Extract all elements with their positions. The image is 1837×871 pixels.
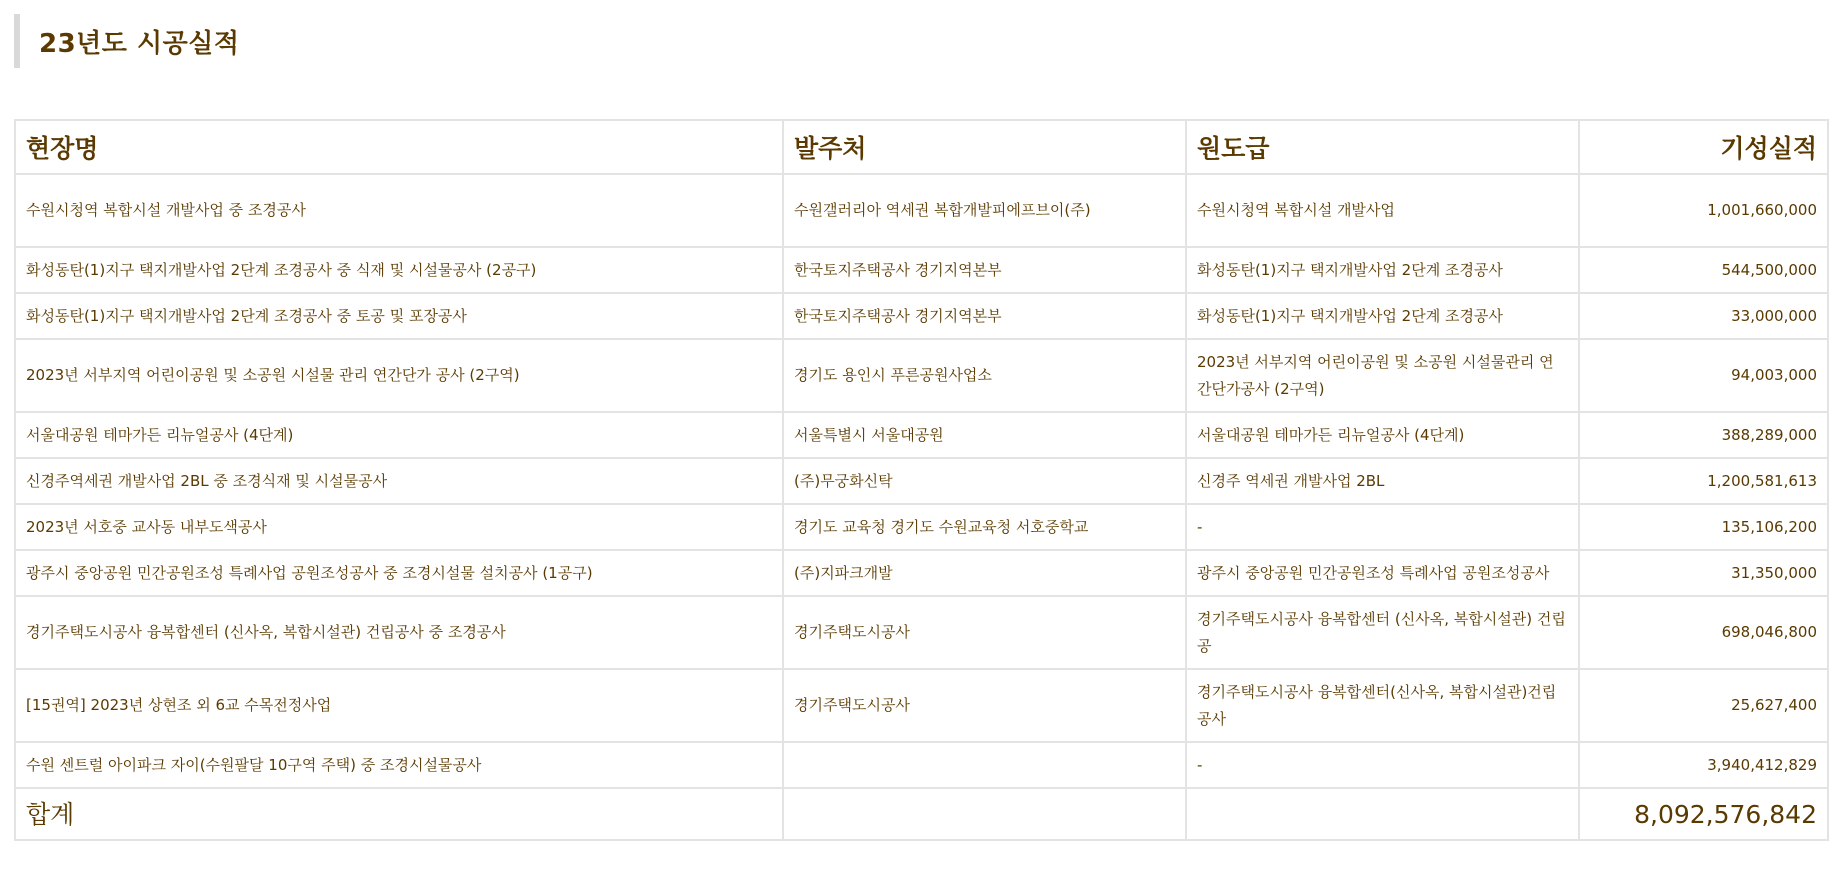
cell-client: 경기도 용인시 푸른공원사업소 — [783, 339, 1186, 412]
cell-contractor: - — [1186, 504, 1579, 550]
header-site: 현장명 — [15, 120, 783, 174]
table-row — [15, 742, 1828, 788]
cell-client: 한국토지주택공사 경기지역본부 — [783, 247, 1186, 293]
cell-site: 화성동탄(1)지구 택지개발사업 2단계 조경공사 중 토공 및 포장공사 — [15, 293, 783, 339]
cell-contractor: 경기주택도시공사 융복합센터(신사옥, 복합시설관)건립공사 — [1186, 669, 1579, 742]
cell-client: 경기주택도시공사 — [783, 596, 1186, 669]
cell-amount: 25,627,400 — [1579, 669, 1828, 742]
cell-client: (주)무궁화신탁 — [783, 458, 1186, 504]
cell-contractor: 화성동탄(1)지구 택지개발사업 2단계 조경공사 — [1186, 247, 1579, 293]
table-row — [15, 550, 1828, 596]
cell-contractor: 수원시청역 복합시설 개발사업 — [1186, 174, 1579, 247]
cell-site: 서울대공원 테마가든 리뉴얼공사 (4단계) — [15, 412, 783, 458]
cell-site: 경기주택도시공사 융복합센터 (신사옥, 복합시설관) 건립공사 중 조경공사 — [15, 596, 783, 669]
total-label: 합계 — [15, 788, 783, 840]
cell-client — [783, 742, 1186, 788]
total-empty-contractor — [1186, 788, 1579, 840]
page-title: 23년도 시공실적 — [39, 28, 240, 59]
table-total-row — [15, 788, 1828, 840]
cell-client: 수원갤러리아 역세권 복합개발피에프브이(주) — [783, 174, 1186, 247]
cell-client: 경기도 교육청 경기도 수원교육청 서호중학교 — [783, 504, 1186, 550]
cell-client: (주)지파크개발 — [783, 550, 1186, 596]
cell-site: 수원시청역 복합시설 개발사업 중 조경공사 — [15, 174, 783, 247]
cell-amount: 94,003,000 — [1579, 339, 1828, 412]
total-amount: 8,092,576,842 — [1579, 788, 1828, 840]
table-row — [15, 174, 1828, 247]
cell-site: 광주시 중앙공원 민간공원조성 특례사업 공원조성공사 중 조경시설물 설치공사 (1공구) — [15, 550, 783, 596]
cell-amount: 1,001,660,000 — [1579, 174, 1828, 247]
cell-site: [15권역] 2023년 상현조 외 6교 수목전정사업 — [15, 669, 783, 742]
cell-site: 신경주역세권 개발사업 2BL 중 조경식재 및 시설물공사 — [15, 458, 783, 504]
cell-amount: 33,000,000 — [1579, 293, 1828, 339]
table-row — [15, 596, 1828, 669]
cell-contractor: - — [1186, 742, 1579, 788]
cell-amount: 698,046,800 — [1579, 596, 1828, 669]
cell-contractor: 경기주택도시공사 융복합센터 (신사옥, 복합시설관) 건립공 — [1186, 596, 1579, 669]
cell-site: 2023년 서부지역 어린이공원 및 소공원 시설물 관리 연간단가 공사 (2구역) — [15, 339, 783, 412]
table-row — [15, 339, 1828, 412]
cell-amount: 1,200,581,613 — [1579, 458, 1828, 504]
cell-amount: 135,106,200 — [1579, 504, 1828, 550]
header-amount: 기성실적 — [1579, 120, 1828, 174]
total-empty-client — [783, 788, 1186, 840]
cell-amount: 3,940,412,829 — [1579, 742, 1828, 788]
table-row — [15, 669, 1828, 742]
page-title-block — [14, 14, 239, 68]
cell-contractor: 신경주 역세권 개발사업 2BL — [1186, 458, 1579, 504]
cell-site: 화성동탄(1)지구 택지개발사업 2단계 조경공사 중 식재 및 시설물공사 (2공구) — [15, 247, 783, 293]
cell-client: 한국토지주택공사 경기지역본부 — [783, 293, 1186, 339]
cell-site: 2023년 서호중 교사동 내부도색공사 — [15, 504, 783, 550]
cell-amount: 388,289,000 — [1579, 412, 1828, 458]
table-row — [15, 458, 1828, 504]
cell-amount: 544,500,000 — [1579, 247, 1828, 293]
table-row — [15, 504, 1828, 550]
cell-contractor: 화성동탄(1)지구 택지개발사업 2단계 조경공사 — [1186, 293, 1579, 339]
cell-amount: 31,350,000 — [1579, 550, 1828, 596]
table-row — [15, 247, 1828, 293]
performance-table — [14, 119, 1829, 841]
table-header-row — [15, 120, 1828, 174]
header-client: 발주처 — [783, 120, 1186, 174]
cell-contractor: 광주시 중앙공원 민간공원조성 특례사업 공원조성공사 — [1186, 550, 1579, 596]
cell-client: 서울특별시 서울대공원 — [783, 412, 1186, 458]
table-row — [15, 412, 1828, 458]
cell-contractor: 서울대공원 테마가든 리뉴얼공사 (4단계) — [1186, 412, 1579, 458]
cell-client: 경기주택도시공사 — [783, 669, 1186, 742]
header-contractor: 원도급 — [1186, 120, 1579, 174]
cell-site: 수원 센트럴 아이파크 자이(수원팔달 10구역 주택) 중 조경시설물공사 — [15, 742, 783, 788]
cell-contractor: 2023년 서부지역 어린이공원 및 소공원 시설물관리 연간단가공사 (2구역) — [1186, 339, 1579, 412]
table-row — [15, 293, 1828, 339]
